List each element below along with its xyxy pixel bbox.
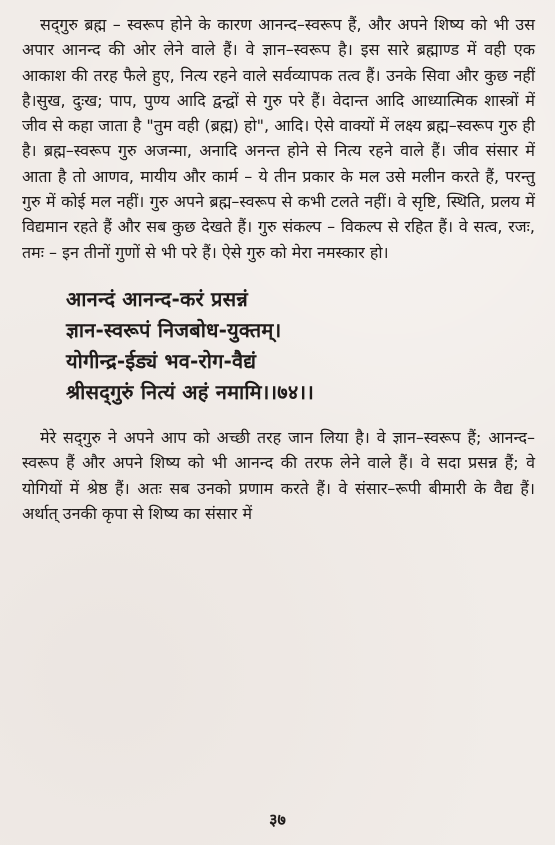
verse-block: [66, 284, 535, 408]
page-number: ३७: [269, 810, 286, 829]
paragraph-commentary-1: सद्‌गुरु ब्रह्म – स्वरूप होने के कारण आनन्द–स्वरूप हैं, और अपने शिष्य को भी उस अपार आनन्द की ओर लेने वाले हैं। वे ज्ञान–स्वरूप है। इस सारे ब्रह्माण्ड में वही एक आकाश की तरह फैले हुए, नित्य रहने वाले सर्वव्यापक तत्व हैं। उनके सिवा और कुछ नहीं है।सुख, दुःख; पाप, पुण्य आदि द्वन्द्वों से गुरु परे हैं। वेदान्त आदि आध्यात्मिक शास्त्रों में जीव से कहा जाता है "तुम वही (ब्रह्म) हो", आदि। ऐसे वाक्यों में लक्ष्य ब्रह्म–स्वरूप गुरु ही है। ब्रह्म–स्वरूप गुरु अजन्मा, अनादि अनन्त होने से नित्य रहने वाले हैं। जीव संसार में आता है तो आणव, मायीय और कार्म – ये तीन प्रकार के मल उसे मलीन करते हैं, परन्तु गुरु में कोई मल नहीं। गुरु अपने ब्रह्म–स्वरूप से कभी टलते नहीं। वे सृष्टि, स्थिति, प्रलय में विद्यमान रहते हैं और सब कुछ देखते हैं। गुरु संकल्प – विकल्प से रहित हैं। वे सत्व, रजः, तमः – इन तीनों गुणों से भी परे हैं। ऐसे गुरु को मेरा नमस्कार हो।: [22, 15, 535, 262]
verse-line-1: आनन्दं आनन्द-करं प्रसन्नं: [66, 286, 248, 311]
verse-line-2: ज्ञान-स्वरूपं निजबोध-युक्तम्।: [66, 317, 282, 342]
paragraph-commentary-2: मेरे सद्‌गुरु ने अपने आप को अच्छी तरह जान लिया है। वे ज्ञान–स्वरूप हैं; आनन्द–स्वरूप हैं और अपने शिष्य को भी आनन्द की तरफ लेने वाले हैं। वे सदा प्रसन्न हैं; वे योगियों में श्रेष्ठ हैं। अतः सब उनको प्रणाम करते हैं। वे संसार–रूपी बीमारी के वैद्य हैं। अर्थात् उनकी कृपा से शिष्य का संसार में: [22, 427, 535, 523]
verse-line-4: श्रीसद्‌गुरुं नित्यं अहं नमामि।।७४।।: [66, 379, 315, 404]
verse-line-3: योगीन्द्र-ईड्यं भव-रोग-वैद्यं: [66, 348, 257, 373]
